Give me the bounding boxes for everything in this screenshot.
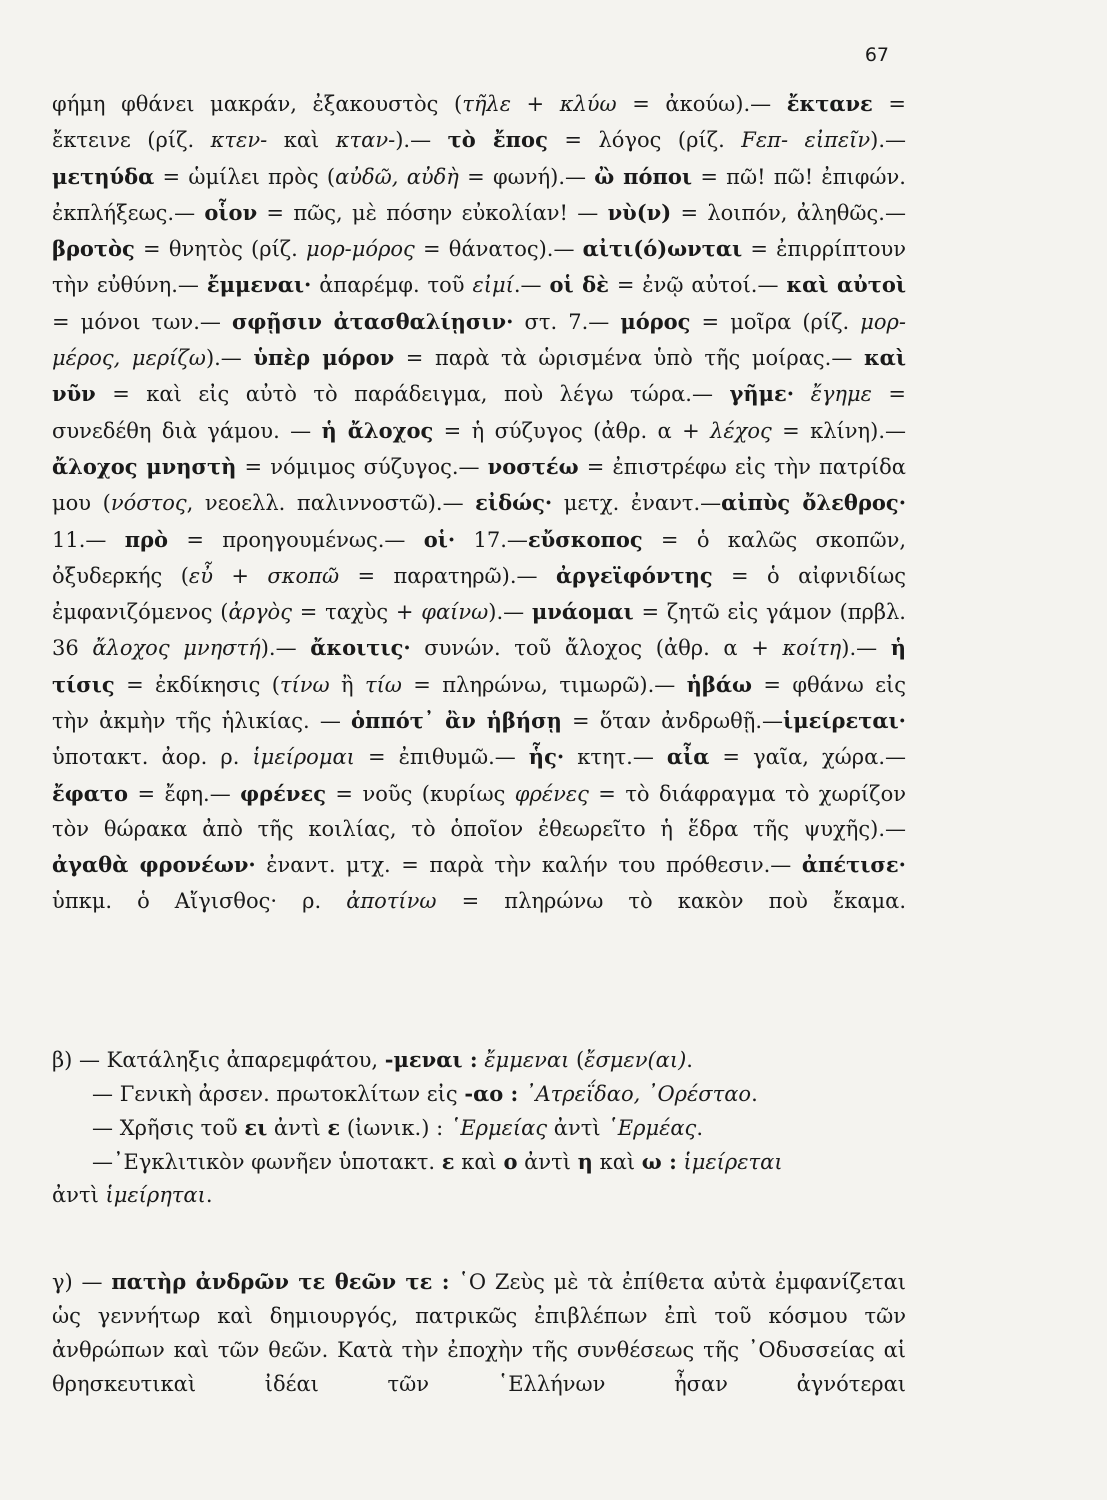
section-gamma	[52, 1265, 906, 1401]
note-line: —᾽Εγκλιτικὸν φωνῆεν ὑποτακτ. ε καὶ ο ἀντὶ η καὶ ω : ἱμείρεται	[52, 1149, 783, 1174]
glossary-text: φήμη φθάνει μακράν, ἐξακουστὸς (τῆλε + κλύω = ἀκούω).— ἔκτανε = ἔκτεινε (ρίζ. κτεν- καὶ κταν-).— τὸ ἔπος = λόγος (ρίζ. Fεπ- εἰπεῖν).— μετηύδα = ὡμίλει πρὸς (αὐδῶ, αὐδὴ = φωνή).— ὢ πόποι = πῶ! πῶ! ἐπιφών. ἐκπλήξεως.— οἷον = πῶς, μὲ πόσην εὐκολίαν! — νὺ(ν) = λοιπόν, ἀληθῶς.— βροτὸς = θνητὸς (ρίζ. μορ-μόρος = θάνατος).— αἰτι(ό)ωνται = ἐπιρρίπτουν τὴν εὐθύνη.— ἔμμεναι· ἀπαρέμφ. τοῦ εἰμί.— οἱ δὲ = ἐνῷ αὐτοί.— καὶ αὐτοὶ = μόνοι των.— σφῇσιν ἀτασθαλίῃσιν· στ. 7.— μόρος = μοῖρα (ρίζ. μορ-μέρος, μερίζω).— ὑπὲρ μόρον = παρὰ τὰ ὡρισμένα ὑπὸ τῆς μοίρας.— καὶ νῦν = καὶ εἰς αὐτὸ τὸ παράδειγμα, ποὺ λέγω τώρα.— γῆμε· ἔγημε = συνεδέθη διὰ γάμου. — ἡ ἄλοχος = ἡ σύζυγος (ἀθρ. α + λέχος = κλίνη).— ἄλοχος μνηστὴ = νόμιμος σύζυγος.— νοστέω = ἐπιστρέφω εἰς τὴν πατρίδα μου (νόστος, νεοελλ. παλιννοστῶ).— εἰδώς· μετχ. ἐναντ.—αἰπὺς ὄλεθρος· 11.— πρὸ = προηγουμένως.— οἱ· 17.—εὔσκοπος = ὁ καλῶς σκοπῶν, ὀξυδερκής (εὖ + σκοπῶ = παρατηρῶ).— ἀργεϊφόντης = ὁ αἰφνιδίως ἐμφανιζόμενος (ἀργὸς = ταχὺς + φαίνω).— μνάομαι = ζητῶ εἰς γάμον (πρβλ. 36 ἄλοχος μνηστή).— ἄκοιτις· συνών. τοῦ ἄλοχος (ἀθρ. α + κοίτη).— ἡ τίσις = ἐκδίκησις (τίνω ἢ τίω = πληρώνω, τιμωρῶ).— ἡβάω = φθάνω εἰς τὴν ἀκμὴν τῆς ἡλικίας. — ὁππότ᾽ ἂν ἡβήσῃ = ὅταν ἀνδρωθῇ.—ἱμείρεται· ὑποτακτ. ἀορ. ρ. ἱμείρομαι = ἐπιθυμῶ.— ἧς· κτητ.— αἶα = γαῖα, χώρα.—ἔφατο = ἔφη.— φρένες = νοῦς (κυρίως φρένες = τὸ διάφραγμα τὸ χωρίζον τὸν θώρακα ἀπὸ τῆς κοιλίας, τὸ ὁποῖον ἐθεωρεῖτο ἡ ἕδρα τῆς ψυχῆς).— ἀγαθὰ φρονέων· ἐναντ. μτχ. = παρὰ τὴν καλήν του πρόθεσιν.— ἀπέτισε· ὑπκμ. ὁ Αἴγισθος· ρ. ἀποτίνω = πληρώνω τὸ κακὸν ποὺ ἔκαμα.	[52, 91, 907, 913]
section-gamma-text: γ) — πατὴρ ἀνδρῶν τε θεῶν τε : ῾Ο Ζεὺς μὲ τὰ ἐπίθετα αὐτὰ ἐμφανίζεται ὡς γεννήτωρ καὶ δημιουργός, πατρικῶς ἐπιβλέπων ἐπὶ τοῦ κόσμου τῶν ἀνθρώπων καὶ τῶν θεῶν. Κατὰ τὴν ἐποχὴν τῆς συνθέσεως τῆς ᾽Οδυσσείας αἱ θρησκευτικαὶ ἰδέαι τῶν ῾Ελλήνων ἦσαν ἀγνότεραι	[52, 1269, 906, 1396]
glossary-paragraph	[52, 86, 906, 919]
note-line: β) — Κατάληξις ἀπαρεμφάτου, -μεναι : ἔμμεναι (ἔσμεν(αι).	[52, 1047, 693, 1072]
grammar-notes	[52, 1043, 906, 1212]
note-line: — Χρῆσις τοῦ ει ἀντὶ ε (ἰωνικ.) : ῾Ερμείας ἀντὶ ῾Ερμέας.	[52, 1115, 704, 1140]
note-line: ἀντὶ ἱμείρηται.	[52, 1183, 213, 1207]
note-line: — Γενικὴ ἀρσεν. πρωτοκλίτων εἰς -αο : ᾽Ατρεΐδαο, ᾽Ορέσταο.	[52, 1081, 758, 1106]
page-number: 67	[864, 44, 889, 66]
